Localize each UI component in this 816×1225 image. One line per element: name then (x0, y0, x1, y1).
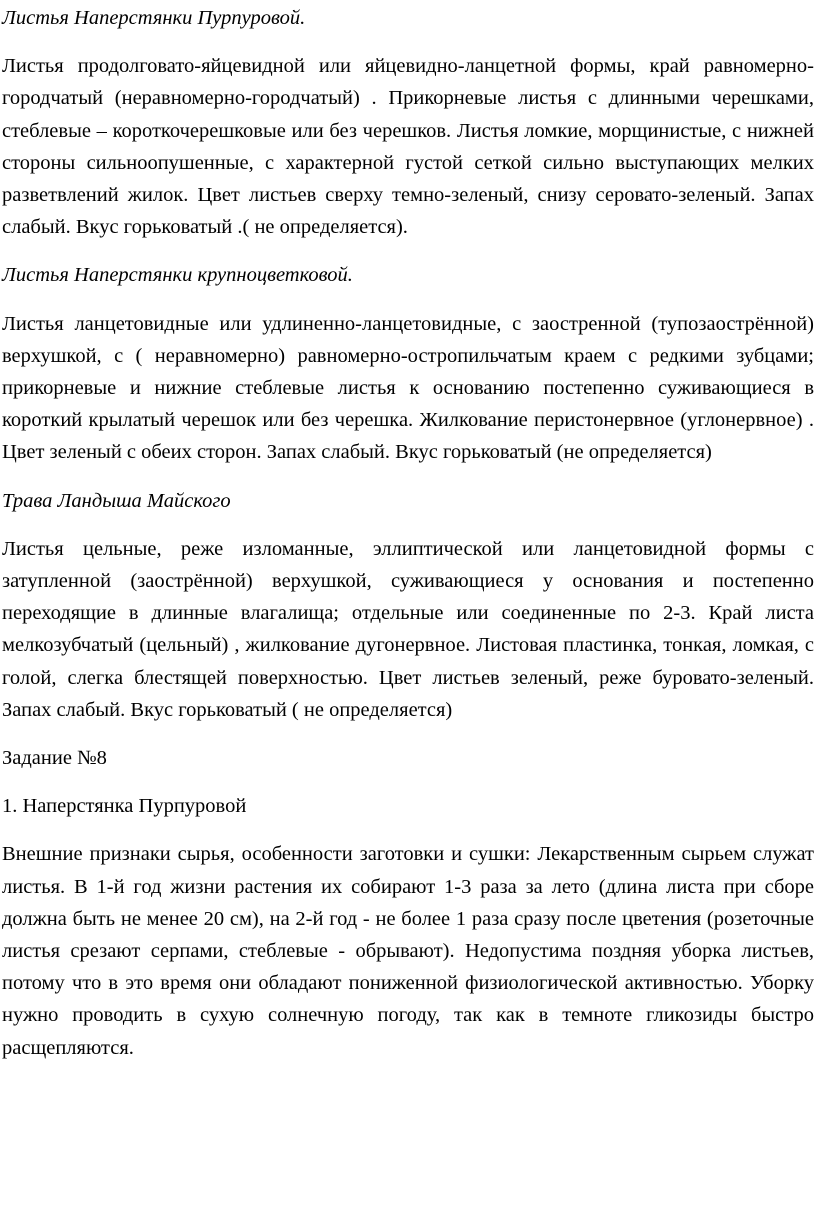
section-body-digitalis-purpurea: Листья продолговато-яйцевидной или яйцевидно-ланцетной формы, край равномерно-городчатый (неравномерно-городчатый) . Прикорневые листья с длинными черешками, стеблевые – короткочерешковые или без черешков. Листья ломкие, морщинистые, с нижней стороны сильноопушенные, с характерной густой сеткой сильно выступающих мелких разветвлений жилок. Цвет листьев сверху темно-зеленый, снизу серовато-зеленый. Запах слабый. Вкус горьковатый .( не определяется). (2, 55, 814, 239)
section-title-digitalis-grandiflora: Листья Наперстянки крупноцветковой. (2, 264, 353, 287)
task-body: Внешние признаки сырья, особенности заготовки и сушки: Лекарственным сырьем служат листья. В 1-й год жизни растения их собирают 1-3 раза за лето (длина листа при сборе должна быть не менее 20 см), на 2-й год - не более 1 раза сразу после цветения (розеточные листья срезают серпами, стеблевые - обрывают). Недопустима поздняя уборка листьев, потому что в это время они обладают пониженной физиологической активностью. Уборку нужно проводить в сухую солнечную погоду, так как в темноте гликозиды быстро расщепляются. (2, 843, 814, 1059)
section-title-digitalis-purpurea: Листья Наперстянки Пурпуровой. (2, 7, 306, 29)
task-item: 1. Наперстянка Пурпуровой (2, 795, 247, 818)
document-page (2, 2, 814, 1080)
task-heading: Задание №8 (2, 747, 107, 770)
section-title-convallaria: Трава Ландыша Майского (2, 489, 231, 512)
section-body-convallaria: Листья цельные, реже изломанные, эллиптической или ланцетовидной формы с затупленной (заострённой) верхушкой, суживающиеся у основания и постепенно переходящие в длинные влагалища; отдельные или соединенные по 2-3. Край листа мелкозубчатый (цельный) , жилкование дугонервное. Листовая пластинка, тонкая, ломкая, с голой, слегка блестящей поверхностью. Цвет листьев зеленый, реже буровато-зеленый. Запах слабый. Вкус горьковатый ( не определяется) (2, 537, 814, 721)
section-body-digitalis-grandiflora: Листья ланцетовидные или удлиненно-ланцетовидные, с заостренной (тупозаострённой) верхушкой, с ( неравномерно) равномерно-остропильчатым краем с редкими зубцами; прикорневые и нижние стеблевые листья к основанию постепенно суживающиеся в короткий крылатый черешок или без черешка. Жилкование перистонервное (углонервное) . Цвет зеленый с обеих сторон. Запах слабый. Вкус горьковатый (не определяется) (2, 312, 814, 464)
